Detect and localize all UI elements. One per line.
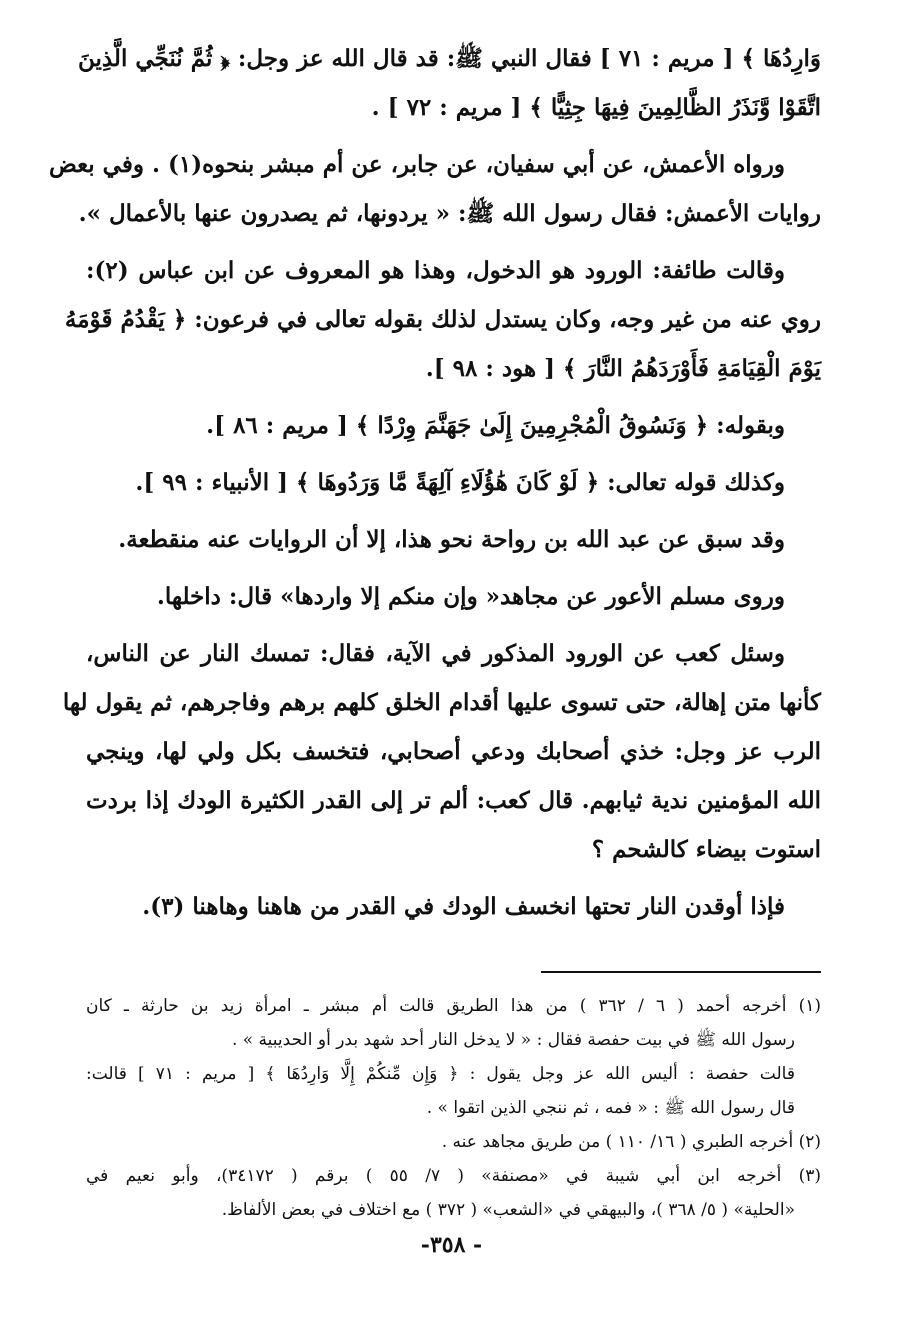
paragraph-verse-continuation (77, 34, 821, 132)
page-body (49, 34, 821, 1227)
text-line: فإذا أوقدن النار تحتها انخسف الودك في القدر من هاهنا وهاهنا (٣). (142, 893, 785, 920)
footnote-line: (٣) أخرجه ابن أبي شيبة في «مصنفة» ( ٧/ ٥٥ ) برقم ( ٣٤١٧٢)، وأبو نعيم في (86, 1166, 821, 1186)
paragraph-ibn-rawaha (86, 515, 821, 564)
text-line: الرب عز وجل: خذي أصحابك ودعي أصحابي، فتخسف بكل ولي لها، وينجي (86, 738, 821, 765)
footnote-3 (86, 1159, 821, 1227)
text-line: وقد سبق عن عبد الله بن رواحة نحو هذا، إلا أن الروايات عنه منقطعة. (118, 526, 785, 553)
footnote-line: قال رسول الله ﷺ : « فمه ، ثم ننجي الذين اتقوا » . (426, 1098, 795, 1118)
footnote-line: (١) أخرجه أحمد ( ٦ / ٣٦٢ ) من هذا الطريق قالت أم مبشر ـ امرأة زيد بن حارثة ـ كان (86, 996, 821, 1016)
text-line: وبقوله: ﴿ وَنَسُوقُ الْمُجْرِمِينَ إِلَىٰ جَهَنَّمَ وِرْدًا ﴾ [ مريم : ٨٦ ]. (206, 412, 785, 439)
text-line: كأنها متن إهالة، حتى تسوى عليها أقدام الخلق كلهم برهم وفاجرهم، ثم يقول لها (62, 689, 821, 716)
paragraph-maryam-86 (86, 401, 821, 450)
paragraph-amash-narration (49, 140, 821, 238)
paragraph-closing (86, 882, 821, 931)
text-line: وقالت طائفة: الورود هو الدخول، وهذا هو المعروف عن ابن عباس (٢): (86, 257, 785, 284)
text-line: وكذلك قوله تعالى: ﴿ لَوْ كَانَ هَٰؤُلَاءِ آلِهَةً مَّا وَرَدُوهَا ﴾ [ الأنبياء : ٩٩ ]. (135, 469, 785, 496)
footnote-line: قالت حفصة : أليس الله عز وجل يقول : ﴿ وَإِن مِّنكُمْ إِلَّا وَارِدُهَا ﴾ [ مريم : ٧١ ] قالت: (86, 1064, 795, 1084)
paragraph-wurud-dukhul (64, 246, 821, 393)
footnote-2 (86, 1125, 821, 1159)
text-line: اتَّقَوْا وَّنَذَرُ الظَّالِمِينَ فِيهَا جِثِيًّا ﴾ [ مريم : ٧٢ ] . (371, 94, 821, 121)
paragraph-mujahid (86, 572, 821, 621)
footnote-line: رسول الله ﷺ في بيت حفصة فقال : « لا يدخل النار أحد شهد بدر أو الحديبية » . (231, 1030, 795, 1050)
text-line: ورواه الأعمش، عن أبي سفيان، عن جابر، عن أم مبشر بنحوه(١) . وفي بعض (49, 151, 785, 178)
text-line: وسئل كعب عن الورود المذكور في الآية، فقال: تمسك النار عن الناس، (86, 640, 785, 667)
text-line: استوت بيضاء كالشحم ؟ (591, 836, 821, 863)
paragraph-kaab (62, 629, 821, 874)
text-line: وروى مسلم الأعور عن مجاهد« وإن منكم إلا واردها» قال: داخلها. (156, 583, 785, 610)
footnote-line: (٢) أخرجه الطبري ( ١٦/ ١١٠ ) من طريق مجاهد عنه . (441, 1132, 821, 1152)
text-line: الله المؤمنين ندية ثيابهم. قال كعب: ألم تر إلى القدر الكثيرة الودك إذا بردت (86, 787, 821, 814)
text-line: روي عنه من غير وجه، وكان يستدل لذلك بقوله تعالى في فرعون: ﴿ يَقْدُمُ قَوْمَهُ (64, 306, 821, 333)
text-line: وَارِدُهَا ﴾ [ مريم : ٧١ ] فقال النبي ﷺ: قد قال الله عز وجل: ﴿ ثُمَّ نُنَجِّي الَّذِينَ (77, 45, 821, 72)
footnote-separator (541, 971, 821, 973)
text-line: روايات الأعمش: فقال رسول الله ﷺ: « يردونها، ثم يصدرون عنها بالأعمال ». (78, 200, 821, 227)
footnote-1 (86, 989, 821, 1125)
footnote-line: «الحلية» ( ٥/ ٣٦٨ )، والبيهقي في «الشعب» ( ٣٧٢ ) مع اختلاف في بعض الألفاظ. (221, 1200, 795, 1220)
text-line: يَوْمَ الْقِيَامَةِ فَأَوْرَدَهُمُ النَّارَ ﴾ [ هود : ٩٨ ]. (425, 355, 821, 382)
page-number: - ٣٥٨- (420, 1232, 483, 1258)
paragraph-anbiya-99 (86, 458, 821, 507)
